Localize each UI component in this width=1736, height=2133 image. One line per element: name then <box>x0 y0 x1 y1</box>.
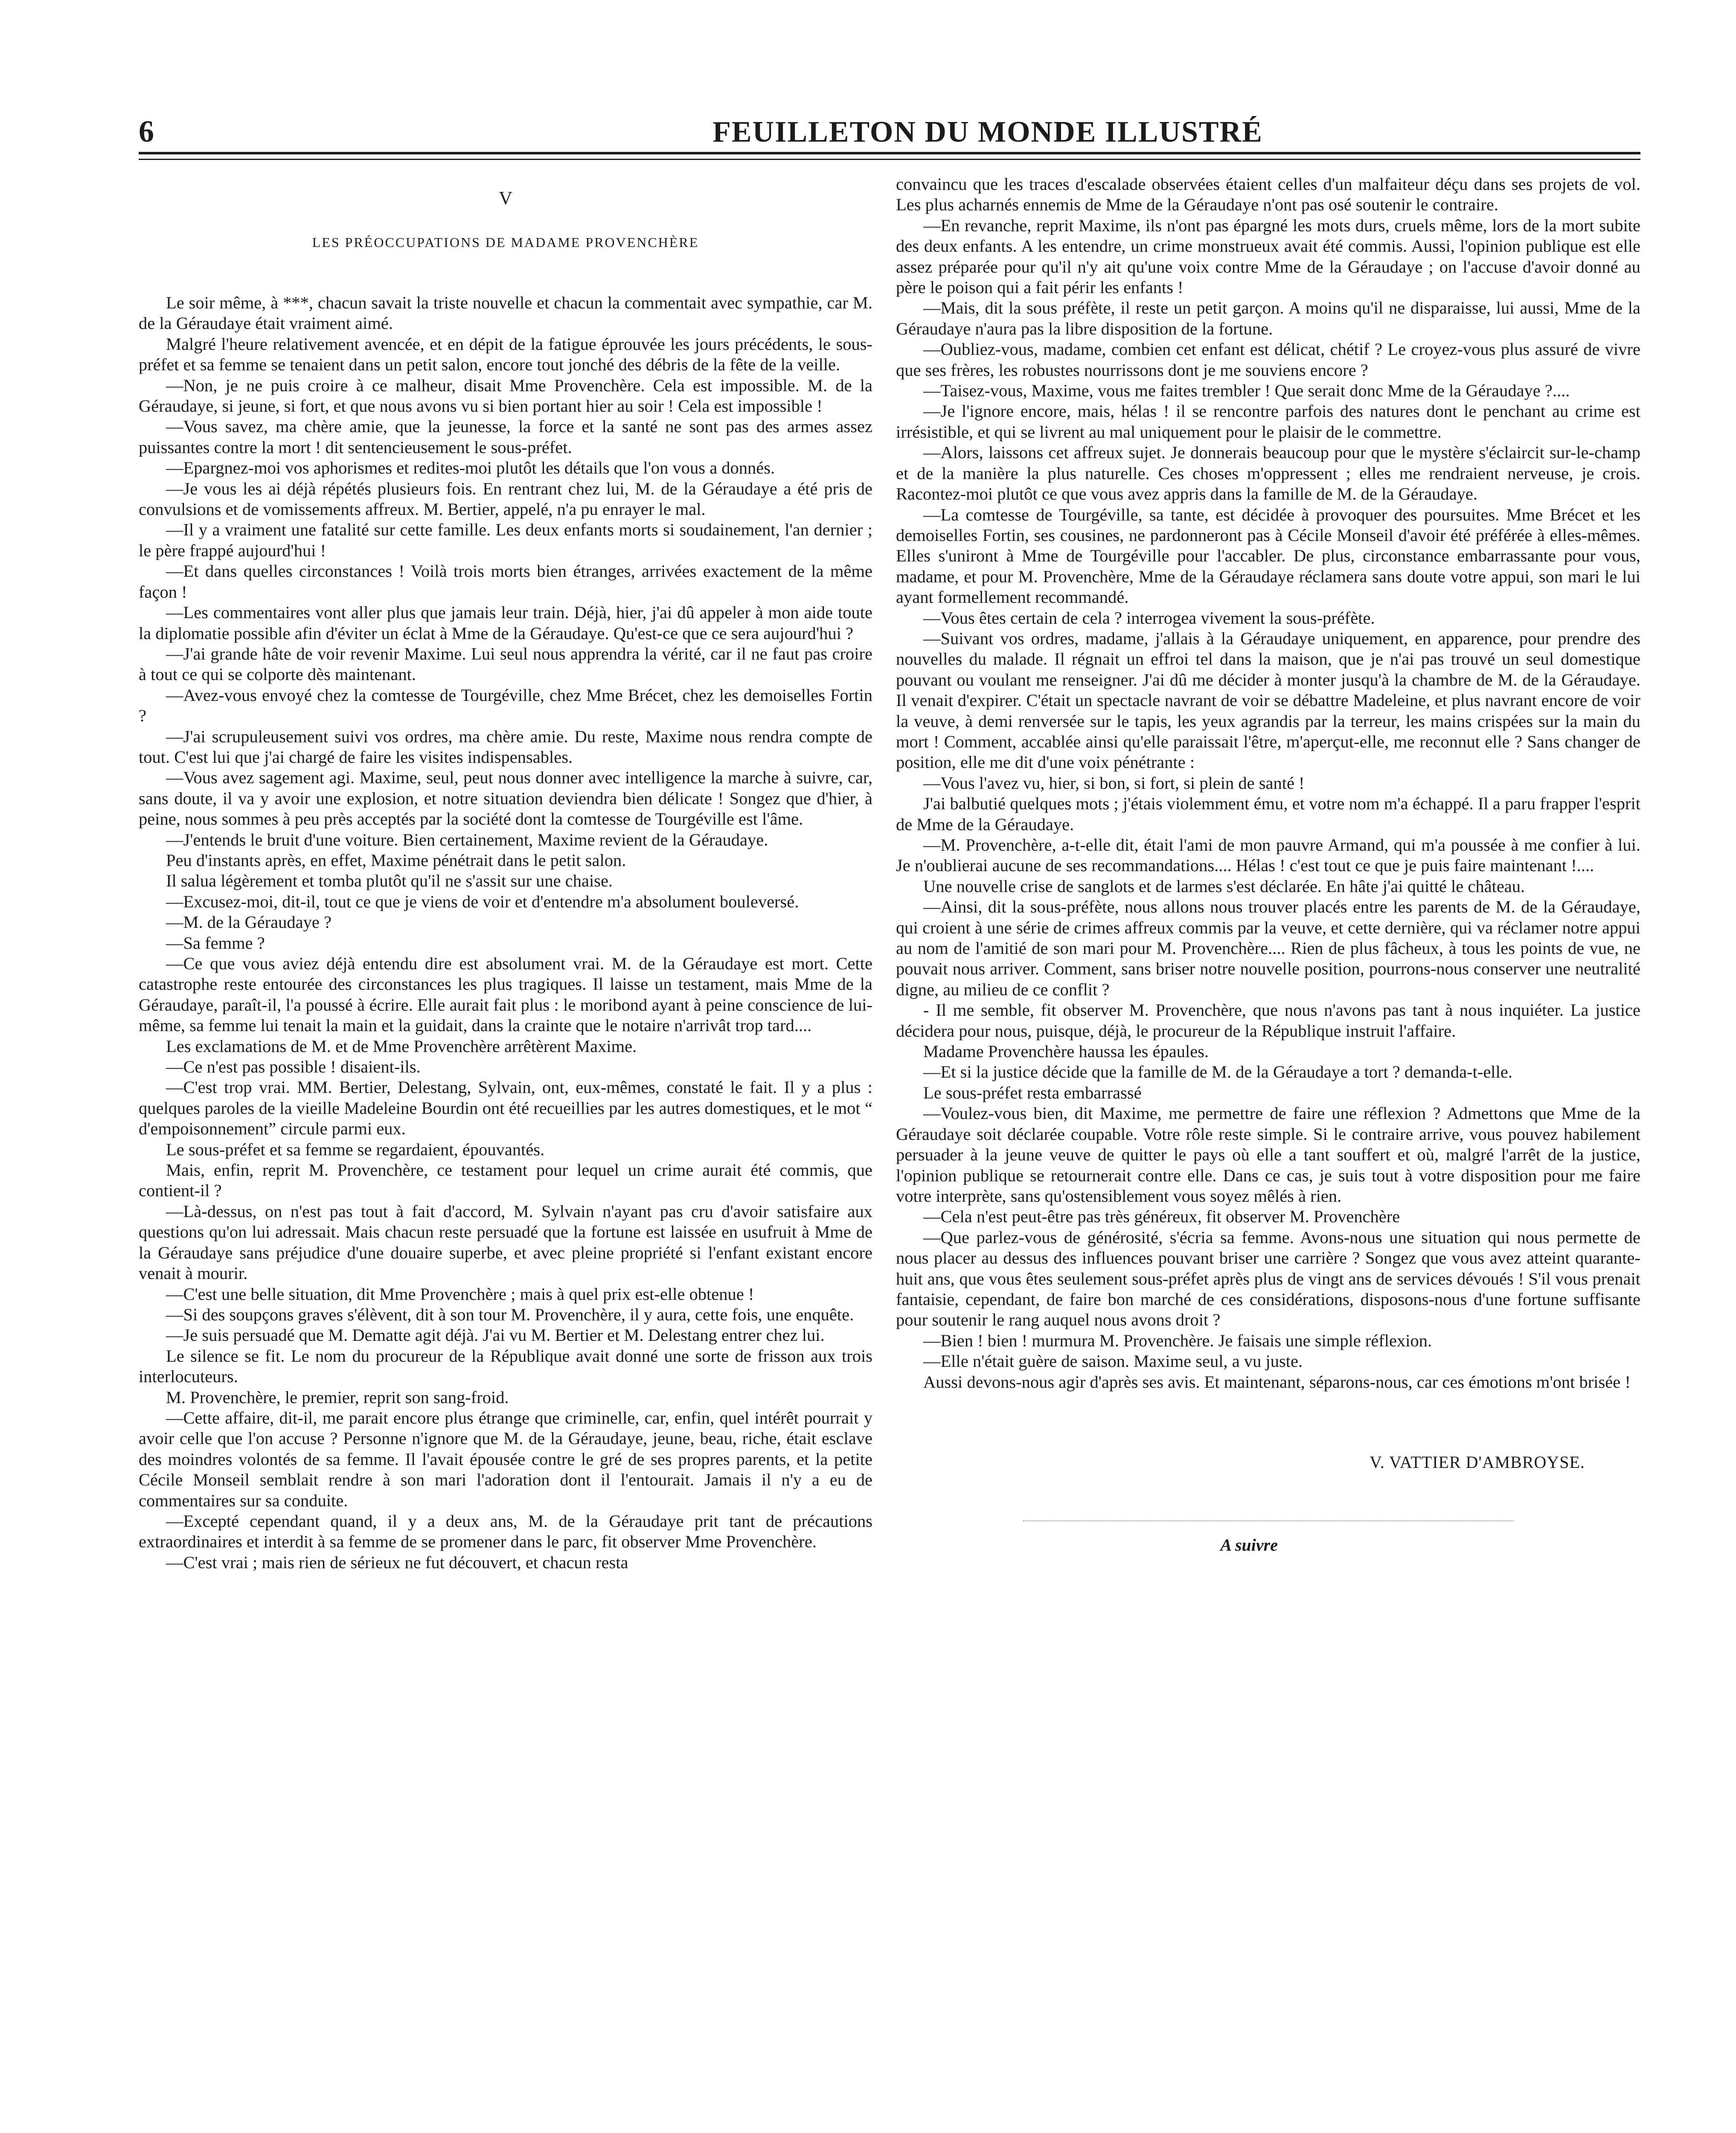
paragraph: Le silence se fit. Le nom du procureur de la République avait donné une sorte de frisson aux trois interlocuteurs. <box>139 1346 872 1386</box>
paragraph: —En revanche, reprit Maxime, ils n'ont pas épargné les mots durs, cruels même, lors de la mort subite des deux enfants. A les entendre, un crime monstrueux avait été commis. Aussi, l'opinion publique est elle assez préparée pour qu'il n'y ait qu'une voix contre Mme de la Géraudaye ; on l'accuse d'avoir donné au père le poison qui a fait périr les enfants ! <box>896 215 1640 297</box>
paragraph: —Sa femme ? <box>166 933 265 953</box>
paragraph: —Il y a vraiment une fatalité sur cette famille. Les deux enfants morts si soudainement, l'an dernier ; le père frappé aujourd'hui ! <box>139 520 872 560</box>
paragraph: Madame Provenchère haussa les épaules. <box>923 1042 1209 1061</box>
paragraph: —Les commentaires vont aller plus que jamais leur train. Déjà, hier, j'ai dû appeler à mon aide toute la diplomatie possible afin d'éviter un éclat à Mme de la Géraudaye. Qu'est-ce que ce sera aujourd'hui ? <box>139 603 872 643</box>
paragraph: —Je suis persuadé que M. Dematte agit déjà. J'ai vu M. Bertier et M. Delestang entrer chez lui. <box>166 1325 825 1345</box>
paragraph: —J'entends le bruit d'une voiture. Bien certainement, Maxime revient de la Géraudaye. <box>166 830 768 849</box>
paragraph: Mais, enfin, reprit M. Provenchère, ce testament pour lequel un crime aurait été commis, que contient-il ? <box>139 1160 872 1200</box>
paragraph: —J'ai grande hâte de voir revenir Maxime. Lui seul nous apprendra la vérité, car il ne faut pas croire à tout ce qui se colporte dès maintenant. <box>139 644 872 684</box>
paragraph: —Non, je ne puis croire à ce malheur, disait Mme Provenchère. Cela est impossible. M. de la Géraudaye, si jeune, si fort, et que nous avons vu si bien portant hier au soir ! Cela est impossible ! <box>139 375 872 416</box>
paragraph: —Epargnez-moi vos aphorismes et redites-moi plutôt les détails que l'on vous a donnés. <box>166 458 775 478</box>
to-be-continued: A suivre <box>1220 1535 1278 1555</box>
running-title: FEUILLETON DU MONDE ILLUSTRÉ <box>712 116 1263 148</box>
right-column <box>896 174 1640 1556</box>
paragraph: J'ai balbutié quelques mots ; j'étais violemment ému, et votre nom m'a échappé. Il a paru frapper l'esprit de Mme de la Géraudaye. <box>896 794 1640 834</box>
paragraph: —Elle n'était guère de saison. Maxime seul, a vu juste. <box>923 1351 1303 1371</box>
paragraph: —Vous l'avez vu, hier, si bon, si fort, si plein de santé ! <box>923 773 1305 793</box>
paragraph: —Ainsi, dit la sous-préfète, nous allons nous trouver placés entre les parents de M. de la Géraudaye, qui croient à une série de crimes affreux commis par la veuve, et cette dernière, qui va réclamer notre appui au nom de l'amitié de son mari pour M. Provenchère.... Rien de plus fâcheux, à tous les points de vue, ne pouvait nous arriver. Comment, sans briser notre nouvelle position, pourrons-nous conserver une neutralité digne, au milieu de ce conflit ? <box>896 897 1640 999</box>
header-rule-thick <box>139 152 1640 154</box>
paragraph: —M. de la Géraudaye ? <box>166 912 331 932</box>
paragraph: —C'est une belle situation, dit Mme Provenchère ; mais à quel prix est-elle obtenue ! <box>166 1284 754 1304</box>
paragraph: —Excusez-moi, dit-il, tout ce que je viens de voir et d'entendre m'a absolument bouleversé. <box>166 892 799 911</box>
paragraph: —Mais, dit la sous préfète, il reste un petit garçon. A moins qu'il ne disparaisse, lui aussi, Mme de la Géraudaye n'aura pas la libre disposition de la fortune. <box>896 298 1640 338</box>
paragraph: —M. Provenchère, a-t-elle dit, était l'ami de mon pauvre Armand, qui m'a poussée à me confier à lui. Je n'oublierai aucune de ses recommandations.... Hélas ! c'est tout ce que je puis faire maintenant !.... <box>896 835 1640 875</box>
chapter-title: LES PRÉOCCUPATIONS DE MADAME PROVENCHÈRE <box>312 235 699 250</box>
paragraph: —Voulez-vous bien, dit Maxime, me permettre de faire une réflexion ? Admettons que Mme de la Géraudaye soit déclarée coupable. Votre rôle reste simple. Si le contraire arrive, vous pouvez habilement persuader à la jeune veuve de quitter le pays où elle a tant souffert et où, malgré l'arrêt de la justice, l'opinion publique se retournerait contre elle. Dans ce cas, je suis tout à votre disposition pour me faire votre interprète, sans qu'ostensiblement vous soyez mêlés à rien. <box>896 1104 1640 1206</box>
paragraph: —Je l'ignore encore, mais, hélas ! il se rencontre parfois des natures dont le penchant au crime est irrésistible, et qui se livrent au mal uniquement pour le plaisir de le commettre. <box>896 401 1640 442</box>
paragraph: —Et dans quelles circonstances ! Voilà trois morts bien étranges, arrivées exactement de la même façon ! <box>139 561 872 602</box>
paragraph: —Vous êtes certain de cela ? interrogea vivement la sous-préfète. <box>923 608 1375 628</box>
paragraph: —Que parlez-vous de générosité, s'écria sa femme. Avons-nous une situation qui nous permette de nous placer au dessus des influences pouvant briser une carrière ? Songez que vous avez atteint quarante-huit ans, que vous êtes seulement sous-préfet après plus de vingt ans de services dévoués ! S'il vous prenait fantaisie, cependant, de faire bon marché de ces considérations, disposons-nous d'une fortune suffisante pour soutenir le rang auquel nous avons droit ? <box>896 1227 1640 1330</box>
paragraph: Malgré l'heure relativement avencée, et en dépit de la fatigue éprouvée les jours précédents, le sous-préfet et sa femme se tenaient dans un petit salon, encore tout jonché des débris de la fête de la veille. <box>139 334 872 375</box>
paragraph: Une nouvelle crise de sanglots et de larmes s'est déclarée. En hâte j'ai quitté le château. <box>923 876 1525 896</box>
chapter-number: V <box>499 188 512 209</box>
paragraph: Les exclamations de M. et de Mme Provenchère arrêtèrent Maxime. <box>166 1036 637 1056</box>
paragraph: —Cela n'est peut-être pas très généreux, fit observer M. Provenchère <box>923 1207 1400 1226</box>
paragraph: —Cette affaire, dit-il, me parait encore plus étrange que criminelle, car, enfin, quel intérêt pourrait y avoir celle que l'on accuse ? Personne n'ignore que M. de la Géraudaye, jeune, beau, riche, était esclave des moindres volontés de sa femme. Il l'avait épousée contre le gré de ses propres parents, et la petite Cécile Monseil semblait rendre à son mari l'adoration dont il l'entourait. Jamais il n'y a eu de commentaires sur sa conduite. <box>139 1408 872 1510</box>
paragraph: Peu d'instants après, en effet, Maxime pénétrait dans le petit salon. <box>166 850 626 870</box>
paragraph: —Avez-vous envoyé chez la comtesse de Tourgéville, chez Mme Brécet, chez les demoiselles Fortin ? <box>139 685 872 726</box>
paragraph: —Taisez-vous, Maxime, vous me faites trembler ! Que serait donc Mme de la Géraudaye ?.... <box>923 381 1570 401</box>
paragraph: —Ce que vous aviez déjà entendu dire est absolument vrai. M. de la Géraudaye est mort. Cette catastrophe reste entourée des circonstances les plus tragiques. Il laisse un testament, mais Mme de la Géraudaye, paraît-il, l'a poussé à écrire. Elle aurait fait plus : le moribond ayant à peine conscience de lui-même, sa femme lui tenait la main et la guidait, dans la crainte que le notaire n'arrivât trop tard.... <box>139 954 872 1035</box>
paragraph: Le soir même, à ***, chacun savait la triste nouvelle et chacun la commentait avec sympathie, car M. de la Géraudaye était vraiment aimé. <box>139 293 872 333</box>
paragraph: —Et si la justice décide que la famille de M. de la Géraudaye a tort ? demanda-t-elle. <box>923 1062 1512 1082</box>
left-column-text <box>139 293 872 1573</box>
page-header <box>139 114 1640 153</box>
paragraph: —Alors, laissons cet affreux sujet. Je donnerais beaucoup pour que le mystère s'éclaircit sur-le-champ et de la manière la plus naturelle. Ces choses m'oppressent ; elles me rendraient nerveuse, je crois. Racontez-moi plutôt ce que vous avez appris dans la famille de M. de la Géraudaye. <box>896 443 1640 504</box>
paragraph: —Vous avez sagement agi. Maxime, seul, peut nous donner avec intelligence la marche à suivre, car, sans doute, il va y avoir une explosion, et notre situation deviendra bien délicate ! Songez que d'hier, à peine, nous sommes à peu près acceptés par la société dont la comtesse de Tourgéville est l'âme. <box>139 768 872 829</box>
paragraph: —Oubliez-vous, madame, combien cet enfant est délicat, chétif ? Le croyez-vous plus assuré de vivre que ses frères, les robustes nourrissons dont je me souviens encore ? <box>896 340 1640 380</box>
paragraph: —C'est vrai ; mais rien de sérieux ne fut découvert, et chacun resta <box>166 1552 628 1572</box>
paragraph: —C'est trop vrai. MM. Bertier, Delestang, Sylvain, ont, eux-mêmes, constaté le fait. Il y a plus : quelques paroles de la vieille Madeleine Bourdin ont été recueillies par les autres domestiques, et le mot “ d'empoisonnement” circule parmi eux. <box>139 1078 872 1139</box>
right-column-text <box>896 174 1640 1392</box>
paragraph: —Excepté cependant quand, il y a deux ans, M. de la Géraudaye prit tant de précautions extraordinaires et interdit à sa femme de se promener dans le parc, fit observer Mme Provenchère. <box>139 1511 872 1552</box>
paragraph: Il salua légèrement et tomba plutôt qu'il ne s'assit sur une chaise. <box>166 871 613 891</box>
paragraph: —Suivant vos ordres, madame, j'allais à la Géraudaye uniquement, en apparence, pour prendre des nouvelles du malade. Il régnait un effroi tel dans la maison, que je n'ai pas trouvé un seul domestique pouvant ou voulant me renseigner. J'ai dû me décider à monter jusqu'à la chambre de M. de la Géraudaye. Il venait d'expirer. C'était un spectacle navrant de voir se débattre Madeleine, et plus navrant encore de voir la veuve, à demi renversée sur le tapis, les yeux agrandis par la terreur, les mains crispées sur la main du mort ! Comment, accablée ainsi qu'elle paraissait l'être, m'aperçut-elle, me reconnut elle ? Sans changer de position, elle me dit d'une voix pénétrante : <box>896 628 1640 772</box>
page-number: 6 <box>139 114 154 148</box>
paragraph: convaincu que les traces d'escalade observées étaient celles d'un malfaiteur déçu dans ses projets de vol. Les plus acharnés ennemis de Mme de la Géraudaye n'ont pas osé soutenir le contraire. <box>896 174 1640 215</box>
paragraph: —Si des soupçons graves s'élèvent, dit à son tour M. Provenchère, il y aura, cette fois, une enquête. <box>166 1305 854 1324</box>
paragraph: Le sous-préfet resta embarrassé <box>923 1083 1142 1102</box>
header-rule-thin <box>139 159 1640 160</box>
paragraph: —Vous savez, ma chère amie, que la jeunesse, la force et la santé ne sont pas des armes assez puissantes contre la mort ! dit sentencieusement le sous-préfet. <box>139 417 872 457</box>
paragraph: - Il me semble, fit observer M. Provenchère, que nous n'avons pas tant à nous inquiéter. La justice décidera pour nous, puisque, déjà, le procureur de la République instruit l'affaire. <box>896 1000 1640 1040</box>
separator-rule <box>1023 1520 1514 1521</box>
paragraph: —La comtesse de Tourgéville, sa tante, est décidée à provoquer des poursuites. Mme Brécet et les demoiselles Fortin, ses cousines, ne pardonneront pas à Cécile Monseil d'avoir été préférée à elles-mêmes. Elles s'uniront à Mme de Tourgéville pour l'accabler. De plus, circonstance embarrassante pour vous, madame, et pour M. Provenchère, Mme de la Géraudaye réclamera sans doute votre appui, son mari le lui ayant formellement recommandé. <box>896 505 1640 607</box>
paragraph: —Je vous les ai déjà répétés plusieurs fois. En rentrant chez lui, M. de la Géraudaye a été pris de convulsions et de vomissements affreux. M. Bertier, appelé, n'a pu enrayer le mal. <box>139 479 872 519</box>
paragraph: Le sous-préfet et sa femme se regardaient, épouvantés. <box>166 1139 545 1159</box>
paragraph: —J'ai scrupuleusement suivi vos ordres, ma chère amie. Du reste, Maxime nous rendra compte de tout. C'est lui que j'ai chargé de faire les visites indispensables. <box>139 726 872 767</box>
left-column <box>139 175 872 1573</box>
paragraph: —Là-dessus, on n'est pas tout à fait d'accord, M. Sylvain n'ayant pas cru d'avoir satisfaire aux questions qu'on lui adressait. Mais chacun reste persuadé que la fortune est laissée en usufruit à Mme de la Géraudaye sans préjudice d'une douaire superbe, et avec pleine propriété si l'enfant existant encore venait à mourir. <box>139 1201 872 1283</box>
paragraph: —Bien ! bien ! murmura M. Provenchère. Je faisais une simple réflexion. <box>923 1331 1432 1350</box>
author-signature: V. VATTIER D'AMBROYSE. <box>1370 1452 1585 1472</box>
paragraph: —Ce n'est pas possible ! disaient-ils. <box>166 1057 421 1077</box>
paragraph: M. Provenchère, le premier, reprit son sang-froid. <box>166 1387 509 1407</box>
paragraph: Aussi devons-nous agir d'après ses avis. Et maintenant, séparons-nous, car ces émotions m'ont brisée ! <box>923 1372 1631 1392</box>
